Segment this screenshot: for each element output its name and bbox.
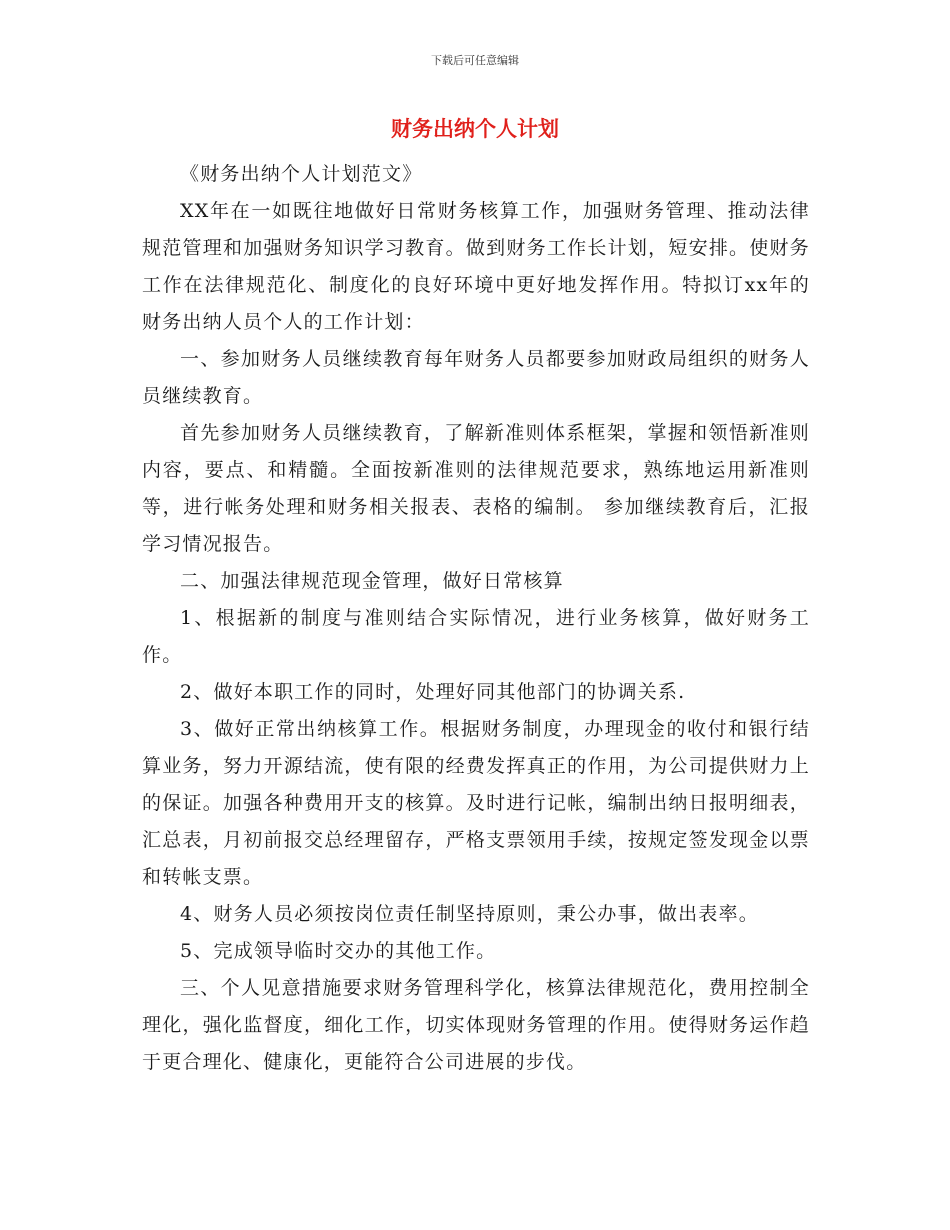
paragraph-item-1: 1、根据新的制度与准则结合实际情况，进行业务核算，做好财务工作。 xyxy=(142,607,810,666)
paragraph-item-3: 3、做好正常出纳核算工作。根据财务制度，办理现金的收付和银行结算业务，努力开源结流，使有限的经费发挥真正的作用，为公司提供财力上的保证。加强各种费用开支的核算。及时进行记帐，编制出纳日报明细表，汇总表，月初前报交总经理留存，严格支票领用手续，按规定签发现金以票和转帐支票。 xyxy=(142,718,810,888)
document-title: 财务出纳个人计划 xyxy=(391,117,559,141)
paragraph-section-1-detail: 首先参加财务人员继续教育，了解新准则体系框架，掌握和领悟新准则内容，要点、和精髓。全面按新准则的法律规范要求，熟练地运用新准则等，进行帐务处理和财务相关报表、表格的编制。 参加继续教育后，汇报学习情况报告。 xyxy=(142,422,810,555)
paragraph-section-3: 三、个人见意措施要求财务管理科学化，核算法律规范化，费用控制全理化，强化监督度，细化工作，切实体现财务管理的作用。使得财务运作趋于更合理化、健康化，更能符合公司进展的步伐。 xyxy=(142,977,810,1073)
paragraph-subtitle: 《财务出纳个人计划范文》 xyxy=(180,163,423,185)
paragraph-section-1: 一、参加财务人员继续教育每年财务人员都要参加财政局组织的财务人员继续教育。 xyxy=(142,348,810,407)
paragraph-section-2: 二、加强法律规范现金管理，做好日常核算 xyxy=(180,570,564,592)
paragraph-item-2: 2、做好本职工作的同时，处理好同其他部门的协调关系. xyxy=(180,681,686,703)
paragraph-item-5: 5、完成领导临时交办的其他工作。 xyxy=(180,940,497,962)
document-body xyxy=(142,156,810,1081)
paragraph-item-4: 4、财务人员必须按岗位责任制坚持原则，秉公办事，做出表率。 xyxy=(180,903,759,925)
paragraph-intro: XX年在一如既往地做好日常财务核算工作，加强财务管理、推动法律规范管理和加强财务知识学习教育。做到财务工作长计划，短安排。使财务工作在法律规范化、制度化的良好环境中更好地发挥作用。特拟订xx年的财务出纳人员个人的工作计划： xyxy=(142,200,810,333)
header-note: 下载后可任意编辑 xyxy=(431,54,519,67)
